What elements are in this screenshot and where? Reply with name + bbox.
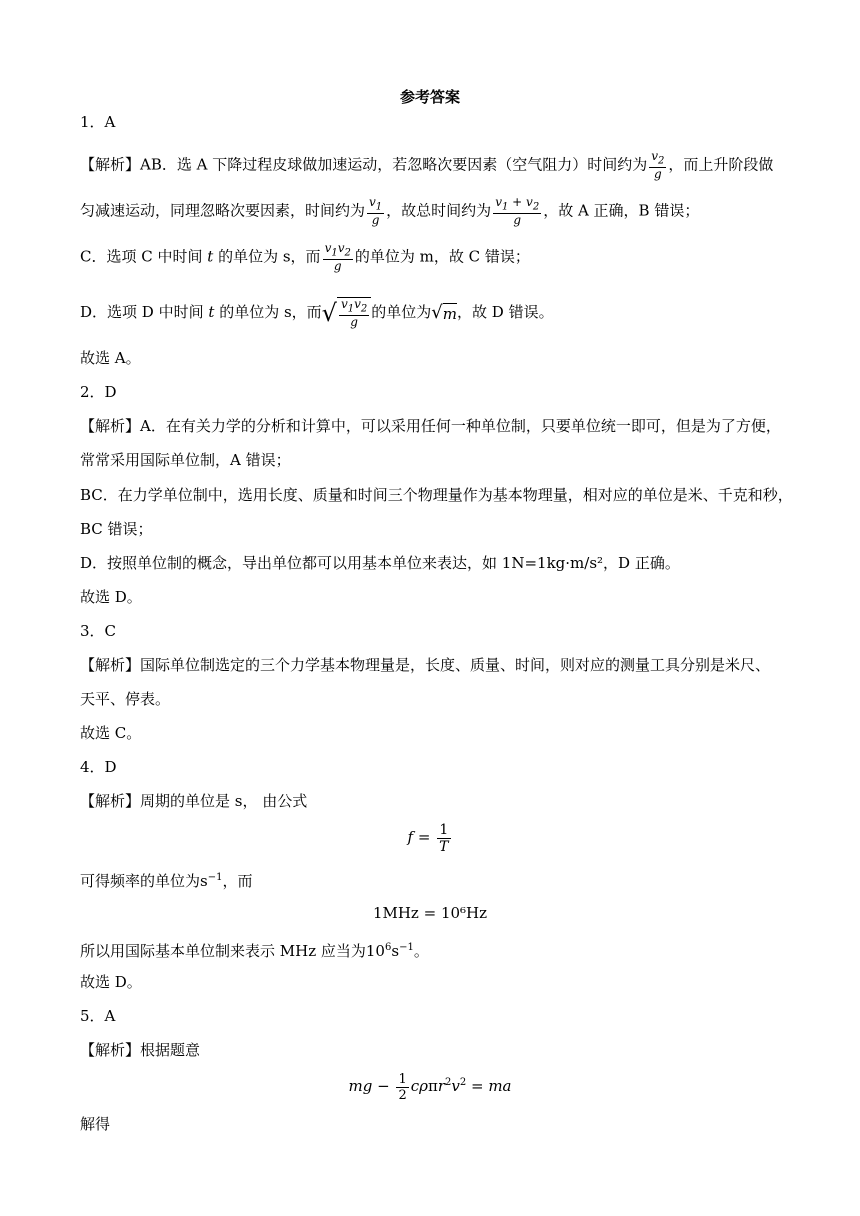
- q2-line-3: BC．在力学单位制中，选用长度、质量和时间三个物理量作为基本物理量，相对应的单位是米、千克和秒，: [80, 486, 793, 504]
- q5-line-1: 【解析】根据题意: [80, 1041, 201, 1059]
- q5-line-2: 解得: [80, 1115, 111, 1133]
- sqrt-fraction: √ $\frac{v_1v_2}{g}$: [322, 297, 372, 329]
- q4-line-1: 【解析】周期的单位是 s， 由公式: [80, 792, 308, 810]
- q2-answer: 2．D: [80, 383, 117, 401]
- equation-drag: mg − $\frac{1}{2}$ $c\rho\pi r^2v^2$ = ma: [348, 1071, 512, 1103]
- equation-mhz: 1MHz = 10⁶Hz: [372, 904, 488, 922]
- q3-line-2: 天平、停表。: [80, 690, 171, 708]
- q3-line-1: 【解析】国际单位制选定的三个力学基本物理量是，长度、质量、时间，则对应的测量工具分别是米尺、: [80, 656, 771, 674]
- fraction-v1v2-g: $\frac{v_1v_2}{g}$: [324, 241, 351, 274]
- q3-conclusion: 故选 C。: [80, 724, 142, 742]
- q1-line-1: 【解析】AB．选 A 下降过程皮球做加速运动，若忽略次要因素（空气阻力）时间约为 $\frac{v_2}{g}$ ，而上升阶段做: [80, 149, 774, 182]
- sqrt-m: √m: [431, 302, 457, 324]
- page-title: 参考答案: [399, 88, 460, 106]
- q2-line-4: BC 错误；: [80, 520, 153, 538]
- q1-line-4: D．选项 D 中时间 t 的单位为 s，而√ $\frac{v_1v_2}{g}$ 的单位为√m，故 D 错误。: [80, 297, 554, 330]
- fraction-v1-g: $\frac{v_1}{g}$: [369, 195, 383, 228]
- q3-answer: 3．C: [80, 622, 117, 640]
- q2-line-1: 【解析】A．在有关力学的分析和计算中，可以采用任何一种单位制，只要单位统一即可，但是为了方便，: [80, 417, 781, 435]
- q2-line-5: D．按照单位制的概念，导出单位都可以用基本单位来表达，如 1N=1kg·m/s²，D 正确。: [80, 554, 680, 572]
- q1-answer: 1．A: [80, 113, 116, 131]
- q2-line-2: 常常采用国际单位制，A 错误；: [80, 451, 291, 469]
- q4-line-3: 所以用国际基本单位制来表示 MHz 应当为$10^6s^{-1}$。: [80, 942, 429, 960]
- q1-line-2: 匀减速运动，同理忽略次要因素，时间约为 $\frac{v_1}{g}$ ，故总时间约为 $\frac{v_1 + v_2}{g}$ ，故 A 正确，B 错误；: [80, 195, 700, 228]
- fraction-v2-g: $\frac{v_2}{g}$: [651, 149, 665, 182]
- q4-conclusion: 故选 D。: [80, 973, 142, 991]
- q4-line-2: 可得频率的单位为$s^{-1}$，而: [80, 872, 253, 890]
- q5-answer: 5．A: [80, 1007, 116, 1025]
- equation-f-1-over-T: f = $\frac{1}{T}$: [407, 821, 449, 855]
- q1-line-3: C．选项 C 中时间 t 的单位为 s，而 $\frac{v_1v_2}{g}$ 的单位为 m，故 C 错误；: [80, 241, 530, 274]
- fraction-sum-g: $\frac{v_1 + v_2}{g}$: [495, 195, 540, 228]
- q2-conclusion: 故选 D。: [80, 588, 142, 606]
- q1-conclusion: 故选 A。: [80, 349, 141, 367]
- q4-answer: 4．D: [80, 758, 117, 776]
